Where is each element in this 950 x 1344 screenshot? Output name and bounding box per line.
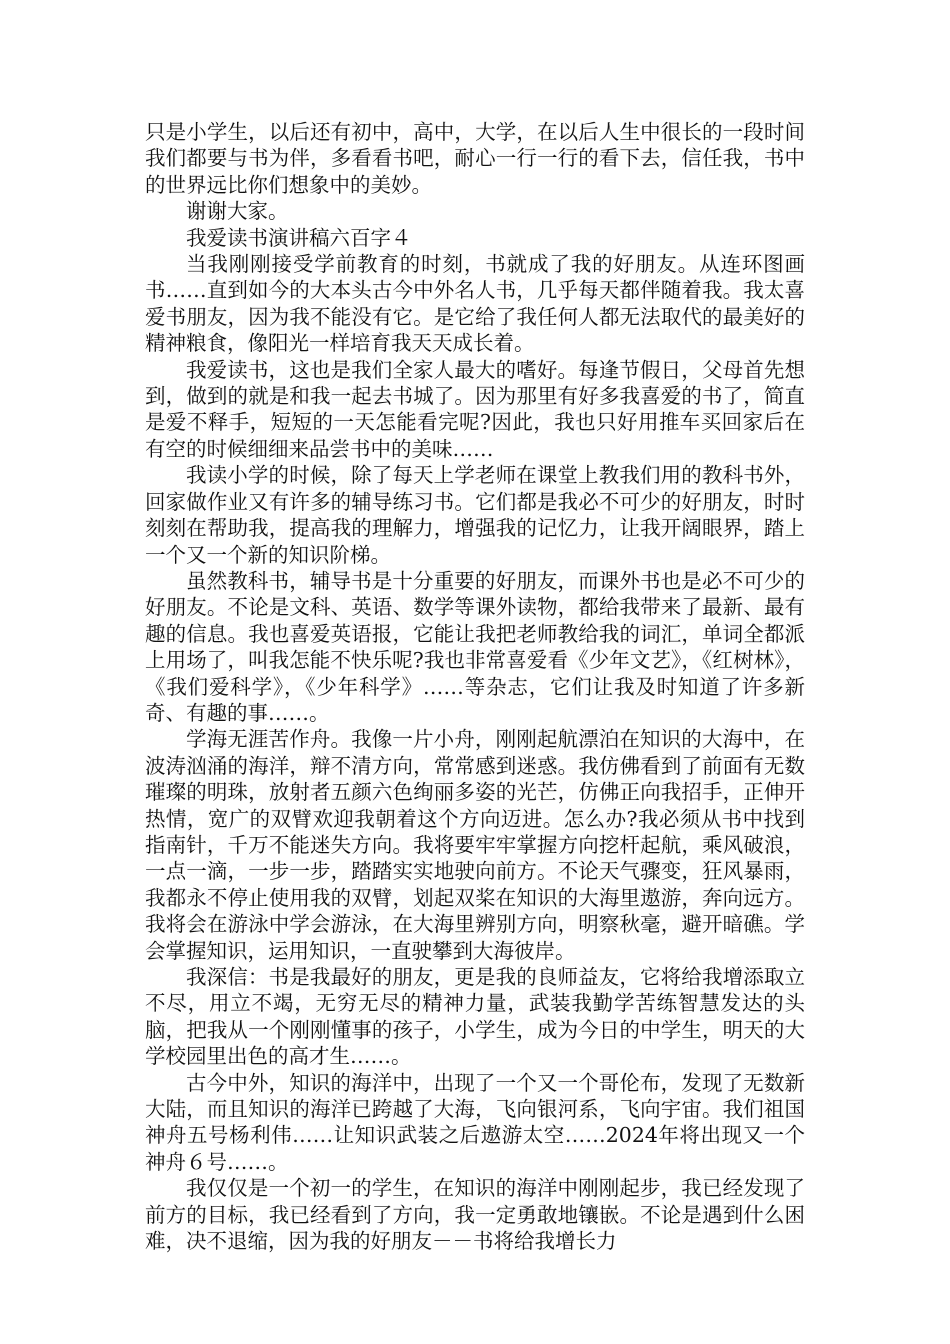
paragraph: 虽然教科书，辅导书是十分重要的好朋友，而课外书也是必不可少的好朋友。不论是文科、英语、数学等课外读物，都给我带来了最新、最有趣的信息。我也喜爱英语报，它能让我把老师教给我的词汇，单词全都派上用场了，叫我怎能不快乐呢?我也非常喜爱看《少年文艺》，《红树林》，《我们爱科学》，《少年科学》……等杂志，它们让我及时知道了许多新奇、有趣的事……。 bbox=[145, 568, 805, 725]
paragraph: 我仅仅是一个初一的学生，在知识的海洋中刚刚起步，我已经发现了前方的目标，我已经看到了方向，我一定勇敢地镶嵌。不论是遇到什么困难，决不退缩，因为我的好朋友－－书将给我增长力 bbox=[145, 1176, 805, 1254]
paragraph: 我爱读书，这也是我们全家人最大的嗜好。每逢节假日，父母首先想到，做到的就是和我一起去书城了。因为那里有好多我喜爱的书了，简直是爱不释手，短短的一天怎能看完呢?因此，我也只好用推车买回家后在有空的时候细细来品尝书中的美味…… bbox=[145, 357, 805, 461]
document-body bbox=[145, 119, 805, 1254]
paragraph: 古今中外，知识的海洋中，出现了一个又一个哥伦布，发现了无数新大陆，而且知识的海洋已跨越了大海，飞向银河系，飞向宇宙。我们祖国神舟五号杨利伟……让知识武装之后遨游太空……2024年将出现又一个神舟６号……。 bbox=[145, 1070, 805, 1174]
paragraph: 我读小学的时候，除了每天上学老师在课堂上教我们用的教科书外，回家做作业又有许多的辅导练习书。它们都是我必不可少的好朋友，时时刻刻在帮助我，提高我的理解力，增强我的记忆力，让我开阔眼界，踏上一个又一个新的知识阶梯。 bbox=[145, 463, 805, 567]
paragraph: 当我刚刚接受学前教育的时刻，书就成了我的好朋友。从连环图画书……直到如今的大本头古今中外名人书，几乎每天都伴随着我。我太喜爱书朋友，因为我不能没有它。是它给了我任何人都无法取代的最美好的精神粮食，像阳光一样培育我天天成长着。 bbox=[145, 252, 805, 356]
paragraph-thanks: 谢谢大家。 bbox=[186, 199, 289, 224]
section-title: 我爱读书演讲稿六百字４ bbox=[186, 225, 412, 250]
paragraph: 我深信：书是我最好的朋友，更是我的良师益友，它将给我增添取立不尽，用立不竭，无穷无尽的精神力量，武装我勤学苦练智慧发达的头脑，把我从一个刚刚懂事的孩子，小学生，成为今日的中学生，明天的大学校园里出色的高才生……。 bbox=[145, 965, 805, 1069]
paragraph-continuation: 只是小学生，以后还有初中，高中，大学，在以后人生中很长的一段时间我们都要与书为伴，多看看书吧，耐心一行一行的看下去，信任我，书中的世界远比你们想象中的美妙。 bbox=[145, 120, 805, 197]
paragraph: 学海无涯苦作舟。我像一片小舟，刚刚起航漂泊在知识的大海中，在波涛汹涌的海洋，辩不清方向，常常感到迷惑。我仿佛看到了前面有无数璀璨的明珠，放射者五颜六色绚丽多姿的光芒，仿佛正向我招手，正伸开热情，宽广的双臂欢迎我朝着这个方向迈进。怎么办?我必须从书中找到指南针，千万不能迷失方向。我将要牢牢掌握方向挖杆起航，乘风破浪，一点一滴，一步一步，踏踏实实地驶向前方。不论天气骤变，狂风暴雨，我都永不停止使用我的双臂，划起双桨在知识的大海里遨游，奔向远方。我将会在游泳中学会游泳，在大海里辨别方向，明察秋毫，避开暗礁。学会掌握知识，运用知识，一直驶攀到大海彼岸。 bbox=[145, 727, 805, 963]
